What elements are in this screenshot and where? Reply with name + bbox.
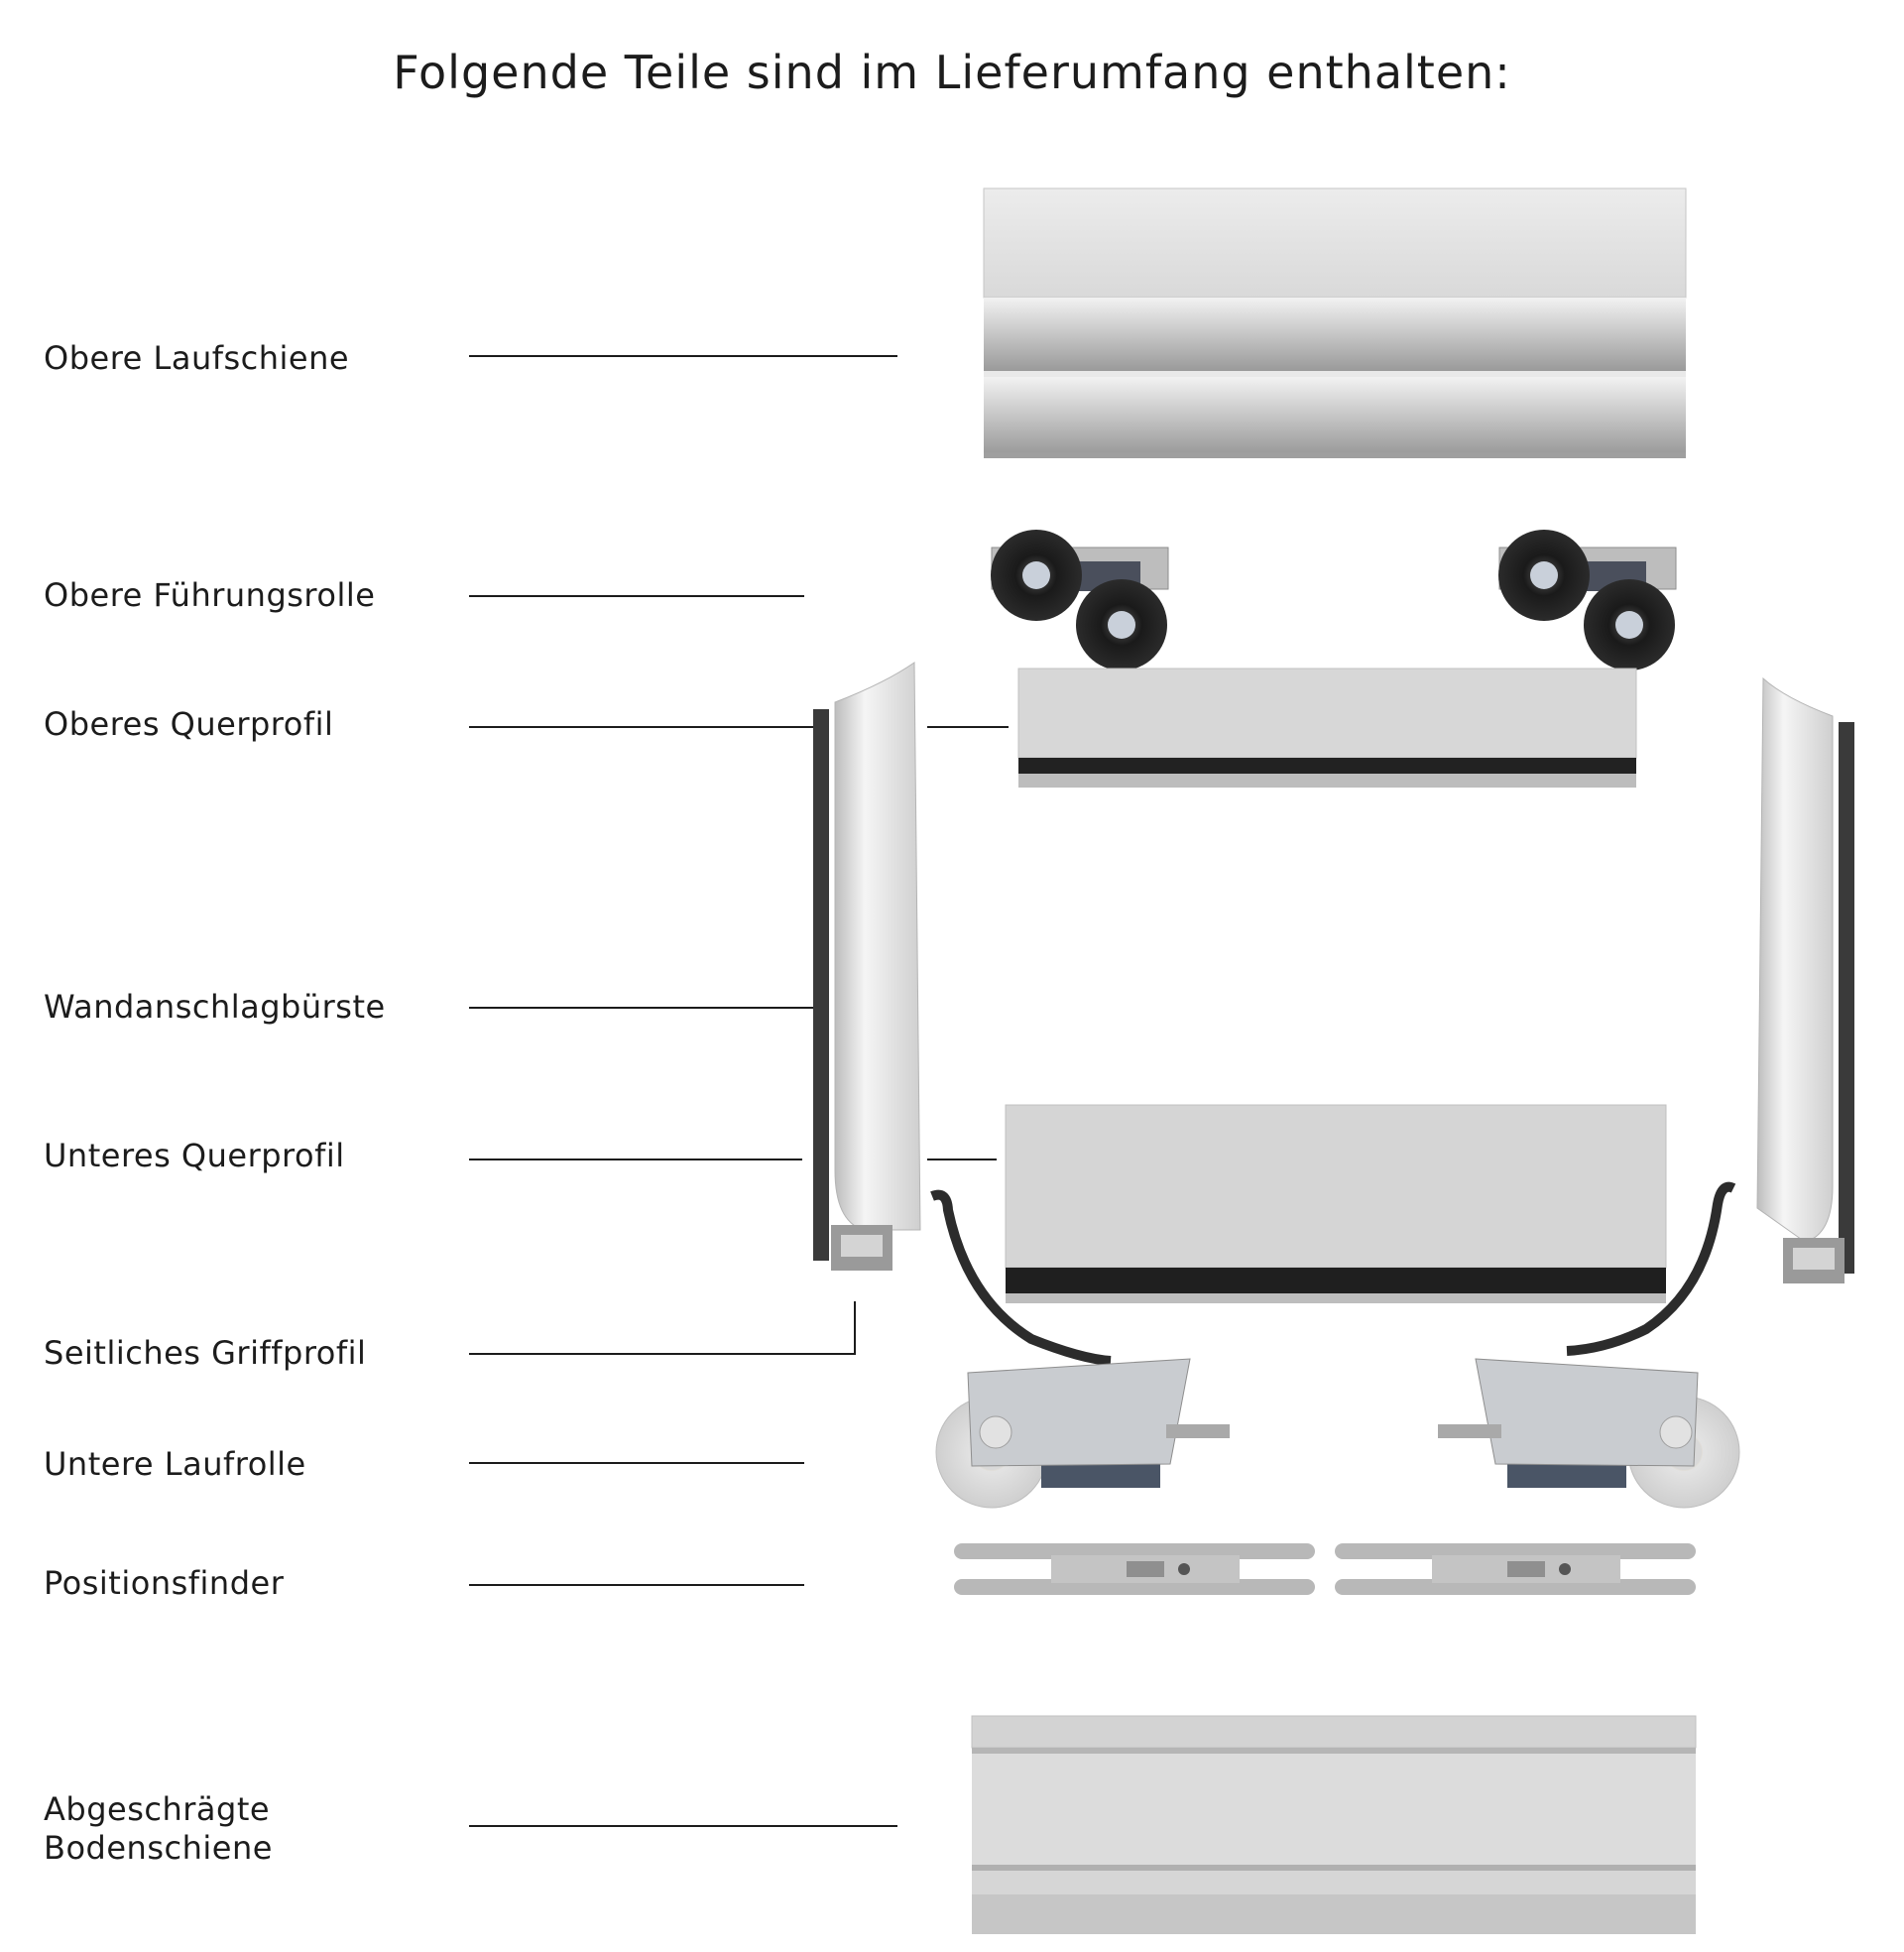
side-handle-profile-right (1757, 678, 1854, 1283)
label-untere-laufrolle: Untere Laufrolle (44, 1445, 306, 1483)
label-abgeschraegte-bodenschiene: Abgeschrägte Bodenschiene (44, 1790, 273, 1867)
label-obere-fuehrungsrolle: Obere Führungsrolle (44, 576, 376, 614)
side-handle-profile-left (813, 663, 920, 1271)
position-finder-right (1335, 1543, 1696, 1595)
label-oberes-querprofil: Oberes Querprofil (44, 705, 334, 743)
upper-guide-roller-right (1498, 530, 1676, 671)
label-wandanschlagbuerste: Wandanschlagbürste (44, 988, 386, 1026)
page-title: Folgende Teile sind im Lieferumfang enthalten: (393, 46, 1511, 99)
lower-cross-profile (1006, 1105, 1666, 1303)
label-unteres-querprofil: Unteres Querprofil (44, 1137, 345, 1174)
upper-track-rail (984, 188, 1686, 458)
upper-cross-profile (1018, 669, 1636, 788)
label-seitliches-griffprofil: Seitliches Griffprofil (44, 1334, 367, 1372)
label-obere-laufschiene: Obere Laufschiene (44, 339, 350, 377)
position-finder-left (954, 1543, 1315, 1595)
label-positionsfinder: Positionsfinder (44, 1564, 285, 1602)
upper-guide-roller-left (991, 530, 1168, 671)
sloped-floor-rail (972, 1716, 1696, 1934)
